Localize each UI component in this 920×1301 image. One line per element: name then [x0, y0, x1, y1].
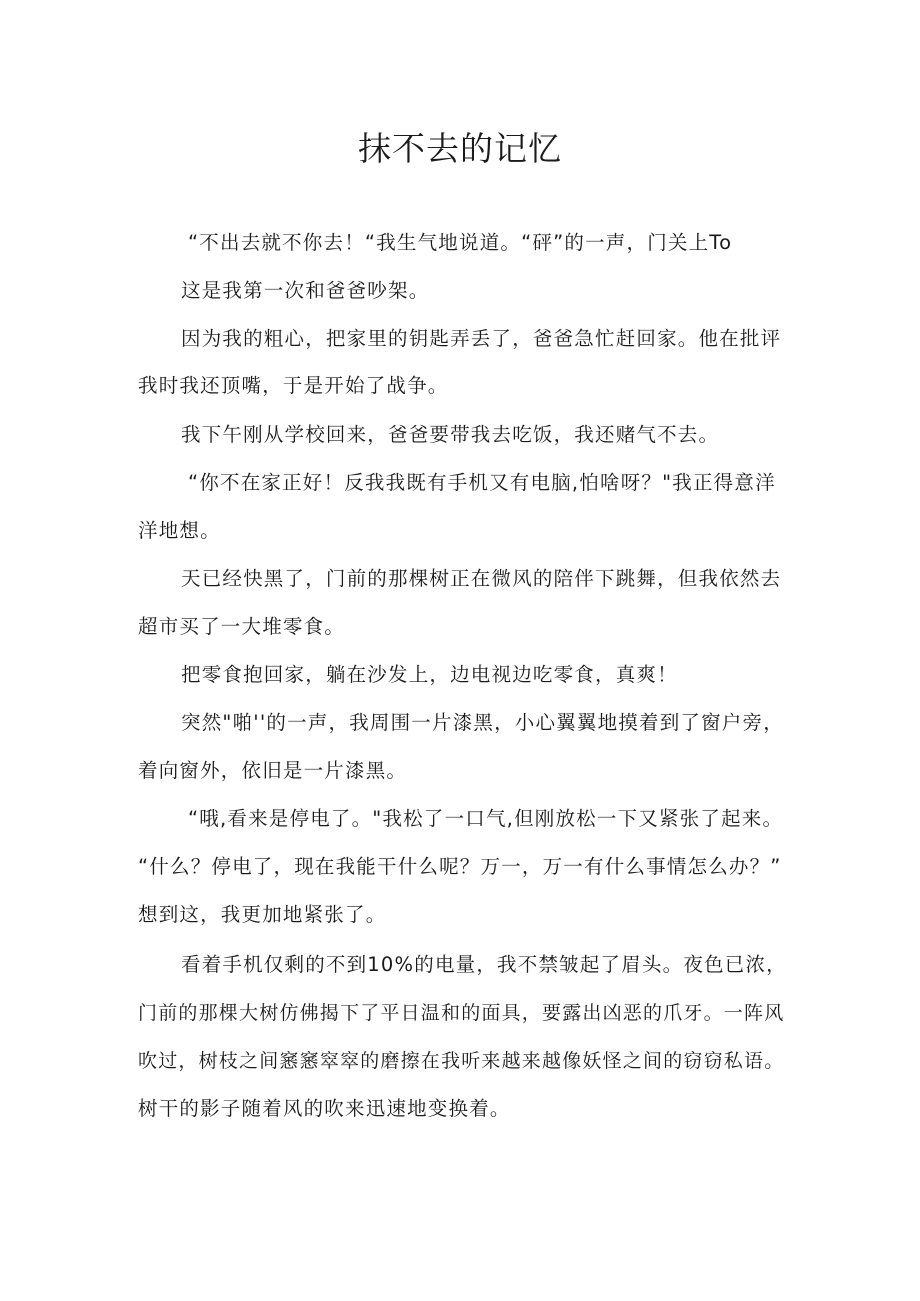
paragraph-line: “不出去就不你去！“我生气地说道。“砰”的一声，门关上To — [188, 231, 733, 254]
paragraph-line: 看着手机仅剩的不到10%的电量，我不禁皱起了眉头。夜色已浓， — [181, 953, 787, 976]
paragraph-line: 门前的那棵大树仿佛揭下了平日温和的面具，要露出凶恶的爪牙。一阵风 — [138, 1002, 785, 1024]
document-title: 抹不去的记忆 — [358, 129, 562, 168]
paragraph-line: 突然"啪''的一声，我周围一片漆黑，小心翼翼地摸着到了窗户旁， — [181, 711, 784, 734]
paragraph-line: “你不在家正好！反我我既有手机又有电脑,怕啥呀？"我正得意洋 — [188, 471, 776, 494]
paragraph-line: “哦,看来是停电了。"我松了一口气,但刚放松一下又紧张了起来。 — [188, 807, 784, 830]
paragraph-line: “什么？停电了，现在我能干什么呢？万一，万一有什么事情怎么办？” — [138, 855, 782, 878]
paragraph-line: 想到这，我更加地紧张了。 — [138, 903, 387, 926]
paragraph-line: 我下午刚从学校回来，爸爸要带我去吃饭，我还赌气不去。 — [181, 423, 720, 446]
paragraph-line: 因为我的粗心，把家里的钥匙弄丢了，爸爸急忙赶回家。他在批评 — [181, 327, 782, 350]
paragraph-line: 我时我还顶嘴，于是开始了战争。 — [138, 374, 449, 397]
paragraph-line: 着向窗外，依旧是一片漆黑。 — [138, 759, 408, 782]
paragraph-line: 天已经快黑了，门前的那棵树正在微风的陪伴下跳舞，但我依然去 — [181, 567, 782, 590]
paragraph-line: 洋地想。 — [138, 519, 221, 542]
paragraph-line: 树干的影子随着风的吹来迅速地变换着。 — [138, 1097, 511, 1120]
paragraph-line: 把零食抱回家，躺在沙发上，边电视边吃零食，真爽！ — [181, 663, 678, 686]
paragraph-line: 超市买了一大堆零食。 — [138, 615, 346, 638]
paragraph-line: 这是我第一次和爸爸吵架。 — [181, 279, 430, 302]
paragraph-line: 吹过，树枝之间窸窸窣窣的磨擦在我听来越来越像妖怪之间的窃窃私语。 — [138, 1050, 785, 1072]
